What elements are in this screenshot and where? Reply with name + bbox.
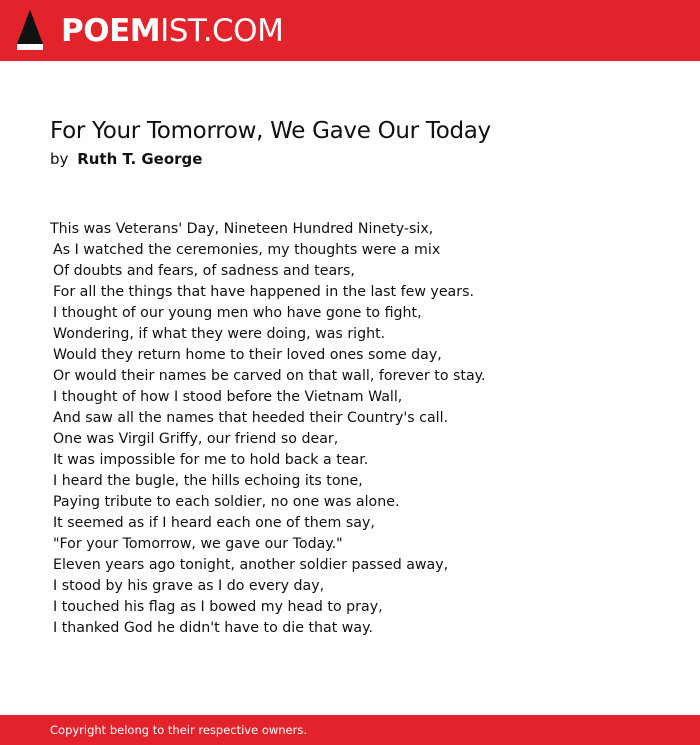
byline (50, 149, 202, 169)
author-name: Ruth T. George (77, 150, 203, 168)
poem-line: I thought of our young men who have gone to fight, (53, 305, 422, 321)
site-logo[interactable] (61, 13, 283, 49)
poem-line: I stood by his grave as I do every day, (53, 578, 325, 594)
poem-line: I thought of how I stood before the Vietnam Wall, (53, 389, 403, 405)
poem-line: "For your Tomorrow, we gave our Today." (53, 536, 343, 552)
logo-text-light: IST.COM (160, 13, 284, 49)
poem-line: One was Virgil Griffy, our friend so dear, (53, 431, 339, 447)
poem-line: I touched his flag as I bowed my head to pray, (53, 599, 383, 615)
poem-line: Paying tribute to each soldier, no one was alone. (53, 494, 400, 510)
poem-body (50, 219, 486, 639)
logo-text-bold: POEM (61, 13, 161, 49)
poem-line: For all the things that have happened in the last few years. (53, 284, 474, 300)
site-header (0, 0, 700, 61)
site-footer (0, 715, 700, 745)
poem-line: Would they return home to their loved ones some day, (53, 347, 442, 363)
poem-line: Eleven years ago tonight, another soldier passed away, (53, 557, 449, 573)
poem-line: It was impossible for me to hold back a tear. (53, 452, 369, 468)
poem-line: It seemed as if I heard each one of them say, (53, 515, 375, 531)
poem-line: Or would their names be carved on that wall, forever to stay. (53, 368, 486, 384)
poem-line: And saw all the names that heeded their Country's call. (53, 410, 449, 426)
poem-line: This was Veterans' Day, Nineteen Hundred Ninety-six, (50, 221, 434, 237)
poem-title: For Your Tomorrow, We Gave Our Today (50, 118, 491, 144)
poem-line: As I watched the ceremonies, my thoughts were a mix (53, 242, 441, 258)
pencil-logo-icon[interactable] (17, 10, 43, 50)
copyright-text: Copyright belong to their respective owners. (50, 723, 308, 737)
poem-line: Wondering, if what they were doing, was right. (53, 326, 386, 342)
by-label: by (50, 150, 69, 168)
poem-line: I heard the bugle, the hills echoing its tone, (53, 473, 363, 489)
poem-line: Of doubts and fears, of sadness and tears, (53, 263, 355, 279)
poem-line: I thanked God he didn't have to die that way. (53, 620, 373, 636)
